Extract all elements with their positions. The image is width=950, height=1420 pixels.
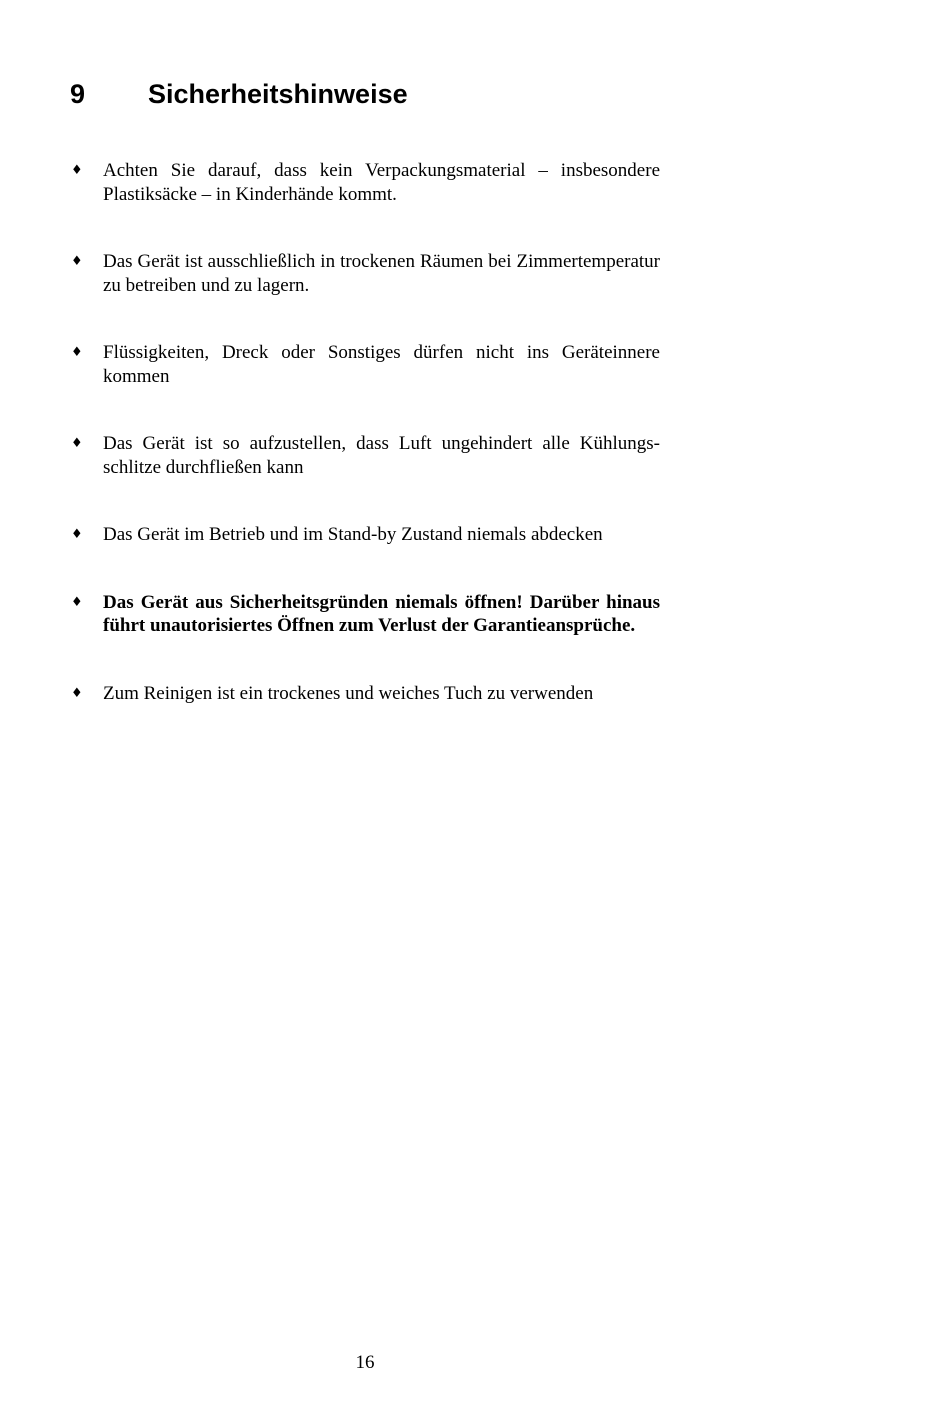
black-diamond-icon: ♦ bbox=[71, 254, 83, 269]
list-item-text: Achten Sie darauf, dass kein Verpackungsmaterial – insbesondere Plastiksäcke – in Kinderhände kommt. bbox=[103, 160, 660, 205]
list-item bbox=[70, 682, 660, 706]
black-diamond-icon: ♦ bbox=[71, 163, 83, 178]
black-diamond-icon: ♦ bbox=[71, 345, 83, 360]
list-item bbox=[70, 250, 660, 297]
safety-notes-list bbox=[70, 159, 660, 749]
black-diamond-icon: ♦ bbox=[71, 594, 83, 610]
list-item bbox=[70, 341, 660, 388]
black-diamond-icon: ♦ bbox=[71, 685, 83, 701]
list-item-text: Das Gerät aus Sicherheitsgründen niemals öffnen! Darüber hinaus führt unautorisiertes Öffnen zum Verlust der Garantieansprüche. bbox=[103, 591, 660, 636]
list-item bbox=[70, 432, 660, 479]
section-title: Sicherheitshinweise bbox=[148, 79, 408, 110]
list-item-text: Das Gerät ist so aufzustellen, dass Luft ungehindert alle Kühlungsschlitze durchfließen kann bbox=[103, 433, 660, 478]
section-heading bbox=[70, 76, 408, 112]
list-item-text: Das Gerät im Betrieb und im Stand-by Zustand niemals abdecken bbox=[103, 524, 603, 545]
black-diamond-icon: ♦ bbox=[71, 527, 83, 542]
list-item-warning bbox=[70, 591, 660, 638]
list-item-text: Flüssigkeiten, Dreck oder Sonstiges dürfen nicht ins Geräteinnere kommen bbox=[103, 342, 660, 387]
section-number: 9 bbox=[70, 79, 86, 110]
list-item bbox=[70, 523, 660, 547]
list-item-text: Das Gerät ist ausschließlich in trockenen Räumen bei Zimmertemperatur zu betreiben und zu lagern. bbox=[103, 251, 660, 296]
list-item bbox=[70, 159, 660, 206]
page-number: 16 bbox=[355, 1352, 375, 1373]
black-diamond-icon: ♦ bbox=[71, 436, 83, 451]
list-item-text: Zum Reinigen ist ein trockenes und weiches Tuch zu verwenden bbox=[103, 682, 594, 704]
